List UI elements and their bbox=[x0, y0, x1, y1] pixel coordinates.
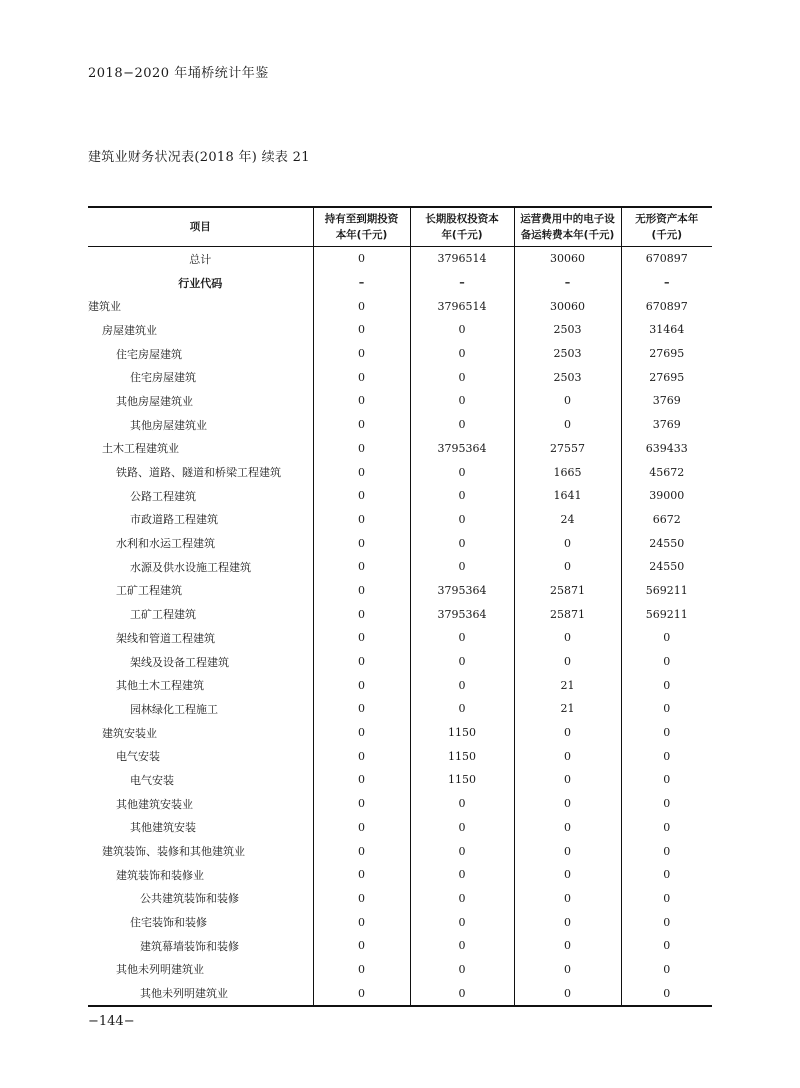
row-value: 0 bbox=[514, 531, 621, 555]
row-value: 27557 bbox=[514, 437, 621, 461]
row-value: 639433 bbox=[621, 437, 712, 461]
running-header: 2018−2020 年埇桥统计年鉴 bbox=[88, 66, 269, 81]
row-value: 0 bbox=[410, 484, 514, 508]
row-value: 0 bbox=[410, 508, 514, 532]
row-label: 住宅房屋建筑 bbox=[116, 347, 182, 361]
row-label: 公路工程建筑 bbox=[130, 489, 196, 503]
row-value: 27695 bbox=[621, 342, 712, 366]
row-value: 45672 bbox=[621, 460, 712, 484]
table-row bbox=[88, 626, 712, 650]
row-value: 31464 bbox=[621, 318, 712, 342]
row-value: 27695 bbox=[621, 365, 712, 389]
row-value: 0 bbox=[621, 863, 712, 887]
row-label: 水源及供水设施工程建筑 bbox=[130, 560, 251, 574]
table-row bbox=[88, 271, 712, 295]
row-label: 其他未列明建筑业 bbox=[140, 987, 228, 1001]
row-value: 0 bbox=[621, 768, 712, 792]
row-value: 0 bbox=[621, 839, 712, 863]
row-value: 0 bbox=[514, 910, 621, 934]
row-value: 3795364 bbox=[410, 579, 514, 603]
row-label: 其他建筑安装业 bbox=[116, 797, 193, 811]
row-value: 6672 bbox=[621, 508, 712, 532]
row-value: 3796514 bbox=[410, 294, 514, 318]
row-value: – bbox=[514, 271, 621, 295]
row-value: 0 bbox=[410, 626, 514, 650]
row-value: 0 bbox=[514, 863, 621, 887]
row-value: 24550 bbox=[621, 531, 712, 555]
row-value: 0 bbox=[313, 555, 410, 579]
row-value: 0 bbox=[313, 650, 410, 674]
row-value: 3795364 bbox=[410, 437, 514, 461]
table-row bbox=[88, 342, 712, 366]
row-value: 0 bbox=[621, 697, 712, 721]
row-value: 0 bbox=[621, 744, 712, 768]
row-value: 0 bbox=[621, 958, 712, 982]
row-value: 0 bbox=[410, 981, 514, 1006]
row-value: 0 bbox=[410, 934, 514, 958]
row-value: 0 bbox=[514, 934, 621, 958]
row-value: 0 bbox=[410, 650, 514, 674]
column-header-long-term-equity bbox=[410, 207, 514, 247]
row-label: 建筑业 bbox=[88, 300, 121, 314]
row-value: 0 bbox=[410, 555, 514, 579]
table-row bbox=[88, 413, 712, 437]
table-row bbox=[88, 958, 712, 982]
table-row bbox=[88, 389, 712, 413]
table-row bbox=[88, 863, 712, 887]
row-value: 0 bbox=[514, 555, 621, 579]
row-label: 其他房屋建筑业 bbox=[116, 394, 193, 408]
row-value: 0 bbox=[313, 934, 410, 958]
row-label: 其他土木工程建筑 bbox=[116, 679, 204, 693]
row-label: 架线及设备工程建筑 bbox=[130, 655, 229, 669]
row-value: 670897 bbox=[621, 294, 712, 318]
row-value: 3795364 bbox=[410, 602, 514, 626]
table-row bbox=[88, 697, 712, 721]
row-value: 0 bbox=[514, 887, 621, 911]
row-value: 0 bbox=[313, 484, 410, 508]
row-label: 市政道路工程建筑 bbox=[130, 513, 218, 527]
row-value: 0 bbox=[313, 863, 410, 887]
row-value: 0 bbox=[313, 721, 410, 745]
row-value: 0 bbox=[410, 910, 514, 934]
table-row bbox=[88, 721, 712, 745]
row-value: 0 bbox=[410, 958, 514, 982]
row-label: 其他建筑安装 bbox=[130, 821, 196, 835]
row-value: 1665 bbox=[514, 460, 621, 484]
row-value: 0 bbox=[313, 294, 410, 318]
row-value: 0 bbox=[313, 579, 410, 603]
table-row bbox=[88, 839, 712, 863]
table-row bbox=[88, 247, 712, 271]
row-value: 2503 bbox=[514, 365, 621, 389]
data-table bbox=[88, 206, 712, 1007]
row-value: 0 bbox=[410, 697, 514, 721]
row-value: 0 bbox=[514, 816, 621, 840]
row-value: 0 bbox=[514, 413, 621, 437]
row-value: 0 bbox=[410, 863, 514, 887]
row-label: 工矿工程建筑 bbox=[130, 608, 196, 622]
row-value: 0 bbox=[621, 816, 712, 840]
row-value: 0 bbox=[313, 697, 410, 721]
row-value: 25871 bbox=[514, 579, 621, 603]
row-value: 0 bbox=[313, 342, 410, 366]
table-row bbox=[88, 437, 712, 461]
table-row bbox=[88, 460, 712, 484]
row-label: 公共建筑装饰和装修 bbox=[140, 892, 239, 906]
column-header-intangible-assets bbox=[621, 207, 712, 247]
row-value: 1150 bbox=[410, 768, 514, 792]
row-value: 0 bbox=[514, 389, 621, 413]
table-row bbox=[88, 744, 712, 768]
column-header-line1: 项目 bbox=[189, 221, 211, 233]
column-header-electronic-equipment-cost bbox=[514, 207, 621, 247]
row-value: 0 bbox=[313, 744, 410, 768]
row-value: 0 bbox=[313, 981, 410, 1006]
row-label: 其他未列明建筑业 bbox=[116, 963, 204, 977]
row-value: 0 bbox=[410, 839, 514, 863]
table-row bbox=[88, 365, 712, 389]
table-row bbox=[88, 673, 712, 697]
row-label: 住宅房屋建筑 bbox=[130, 371, 196, 385]
row-value: – bbox=[313, 271, 410, 295]
column-header-line1: 持有至到期投资 bbox=[324, 213, 399, 225]
table-row bbox=[88, 579, 712, 603]
row-value: 2503 bbox=[514, 318, 621, 342]
row-value: 21 bbox=[514, 673, 621, 697]
row-value: 569211 bbox=[621, 579, 712, 603]
column-header-item bbox=[88, 207, 313, 247]
row-value: 0 bbox=[410, 365, 514, 389]
row-value: 0 bbox=[514, 650, 621, 674]
row-value: – bbox=[621, 271, 712, 295]
row-value: 0 bbox=[621, 721, 712, 745]
column-header-line2: 本年(千元) bbox=[335, 229, 388, 241]
data-table-container bbox=[88, 206, 712, 1007]
row-value: 30060 bbox=[514, 247, 621, 271]
column-header-held-to-maturity bbox=[313, 207, 410, 247]
row-value: 0 bbox=[313, 958, 410, 982]
row-value: 0 bbox=[313, 413, 410, 437]
row-label: 住宅装饰和装修 bbox=[130, 916, 207, 930]
table-row bbox=[88, 531, 712, 555]
row-value: 0 bbox=[410, 816, 514, 840]
row-value: 0 bbox=[313, 318, 410, 342]
row-value: 0 bbox=[410, 673, 514, 697]
row-value: 3769 bbox=[621, 413, 712, 437]
row-value: 0 bbox=[313, 887, 410, 911]
table-title: 建筑业财务状况表(2018 年) 续表 21 bbox=[88, 150, 310, 165]
row-value: 0 bbox=[621, 650, 712, 674]
row-value: 0 bbox=[313, 389, 410, 413]
row-value: 1641 bbox=[514, 484, 621, 508]
row-value: 0 bbox=[410, 389, 514, 413]
row-value: 0 bbox=[313, 839, 410, 863]
row-value: 0 bbox=[514, 626, 621, 650]
row-value: 0 bbox=[621, 910, 712, 934]
row-value: 0 bbox=[410, 318, 514, 342]
row-value: 21 bbox=[514, 697, 621, 721]
row-value: 0 bbox=[313, 365, 410, 389]
row-value: 0 bbox=[514, 744, 621, 768]
row-label: 园林绿化工程施工 bbox=[130, 702, 218, 716]
table-row bbox=[88, 555, 712, 579]
row-value: 0 bbox=[514, 839, 621, 863]
row-value: 0 bbox=[410, 342, 514, 366]
table-row bbox=[88, 910, 712, 934]
row-label: 电气安装 bbox=[130, 773, 174, 787]
row-value: 0 bbox=[313, 816, 410, 840]
row-label: 电气安装 bbox=[116, 750, 160, 764]
row-label: 建筑装饰、装修和其他建筑业 bbox=[102, 845, 245, 859]
row-label: 房屋建筑业 bbox=[102, 323, 157, 337]
row-label: 其他房屋建筑业 bbox=[130, 418, 207, 432]
row-value: 0 bbox=[410, 887, 514, 911]
row-value: 0 bbox=[313, 531, 410, 555]
row-value: 25871 bbox=[514, 602, 621, 626]
table-row bbox=[88, 768, 712, 792]
row-label: 建筑幕墙装饰和装修 bbox=[140, 939, 239, 953]
table-row bbox=[88, 318, 712, 342]
row-value: 0 bbox=[313, 626, 410, 650]
table-row bbox=[88, 981, 712, 1006]
row-label: 铁路、道路、隧道和桥梁工程建筑 bbox=[116, 466, 281, 480]
row-value: 0 bbox=[313, 460, 410, 484]
row-label: 水利和水运工程建筑 bbox=[116, 537, 215, 551]
row-value: 670897 bbox=[621, 247, 712, 271]
column-header-line2: 年(千元) bbox=[441, 229, 483, 241]
row-value: 0 bbox=[514, 792, 621, 816]
row-value: 0 bbox=[313, 768, 410, 792]
row-value: 0 bbox=[621, 981, 712, 1006]
row-value: 0 bbox=[514, 768, 621, 792]
row-value: – bbox=[410, 271, 514, 295]
row-value: 0 bbox=[313, 508, 410, 532]
row-value: 0 bbox=[410, 460, 514, 484]
page-number: −144− bbox=[88, 1014, 135, 1029]
row-value: 3796514 bbox=[410, 247, 514, 271]
row-value: 0 bbox=[514, 981, 621, 1006]
table-row bbox=[88, 816, 712, 840]
table-row bbox=[88, 650, 712, 674]
row-value: 24 bbox=[514, 508, 621, 532]
row-value: 0 bbox=[514, 721, 621, 745]
row-value: 0 bbox=[313, 437, 410, 461]
row-label: 建筑装饰和装修业 bbox=[116, 868, 204, 882]
table-body bbox=[88, 247, 712, 1007]
row-value: 0 bbox=[313, 247, 410, 271]
row-value: 1150 bbox=[410, 744, 514, 768]
column-header-line1: 长期股权投资本 bbox=[425, 213, 499, 225]
table-row bbox=[88, 887, 712, 911]
table-row bbox=[88, 792, 712, 816]
row-label: 行业代码 bbox=[178, 276, 223, 290]
column-header-line1: 运营费用中的电子设 bbox=[520, 213, 615, 225]
row-label: 建筑安装业 bbox=[102, 726, 157, 740]
table-row bbox=[88, 602, 712, 626]
row-value: 0 bbox=[621, 934, 712, 958]
table-row bbox=[88, 934, 712, 958]
row-value: 0 bbox=[410, 531, 514, 555]
table-header-row bbox=[88, 207, 712, 247]
row-label: 总计 bbox=[189, 252, 212, 266]
row-value: 0 bbox=[313, 792, 410, 816]
row-value: 0 bbox=[313, 602, 410, 626]
row-value: 0 bbox=[621, 626, 712, 650]
column-header-line1: 无形资产本年 bbox=[635, 213, 699, 225]
row-value: 3769 bbox=[621, 389, 712, 413]
row-value: 30060 bbox=[514, 294, 621, 318]
row-label: 土木工程建筑业 bbox=[102, 442, 179, 456]
row-value: 39000 bbox=[621, 484, 712, 508]
row-value: 0 bbox=[621, 887, 712, 911]
row-value: 0 bbox=[410, 792, 514, 816]
row-value: 1150 bbox=[410, 721, 514, 745]
row-value: 0 bbox=[313, 673, 410, 697]
row-value: 2503 bbox=[514, 342, 621, 366]
row-value: 569211 bbox=[621, 602, 712, 626]
row-label: 架线和管道工程建筑 bbox=[116, 631, 215, 645]
table-row bbox=[88, 294, 712, 318]
row-value: 0 bbox=[621, 792, 712, 816]
row-value: 0 bbox=[410, 413, 514, 437]
row-value: 0 bbox=[514, 958, 621, 982]
row-value: 24550 bbox=[621, 555, 712, 579]
column-header-line2: 备运转费本年(千元) bbox=[520, 229, 615, 241]
row-value: 0 bbox=[313, 910, 410, 934]
table-row bbox=[88, 484, 712, 508]
row-value: 0 bbox=[621, 673, 712, 697]
row-label: 工矿工程建筑 bbox=[116, 584, 182, 598]
table-row bbox=[88, 508, 712, 532]
column-header-line2: (千元) bbox=[651, 229, 683, 241]
